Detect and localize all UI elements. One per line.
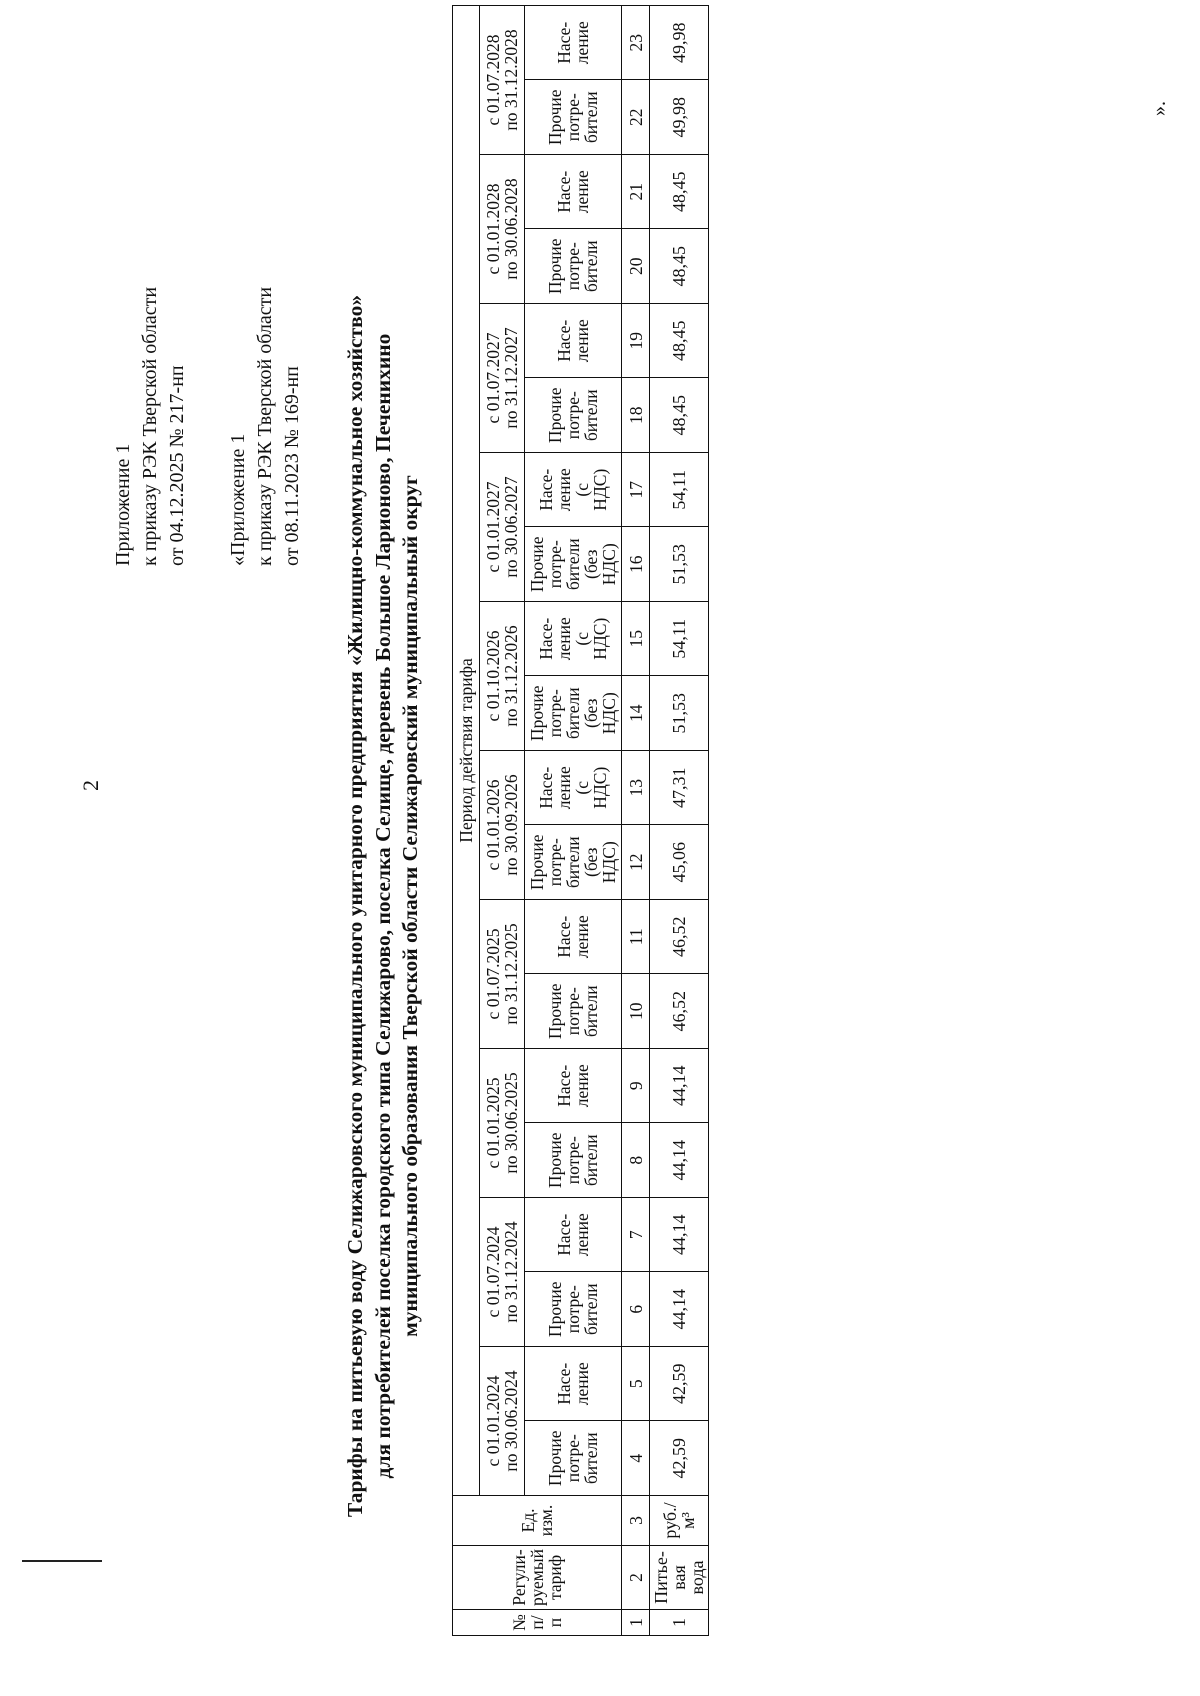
page-number: 2	[78, 780, 103, 791]
subheader-other-consumers: Прочие потре- бители	[525, 229, 622, 304]
tariff-value-cell: 44,14	[650, 1272, 709, 1347]
tariff-value-cell: 49,98	[650, 5, 709, 80]
column-number: 9	[622, 1049, 650, 1124]
column-number: 3	[622, 1496, 650, 1546]
tariff-value-cell: 44,14	[650, 1198, 709, 1273]
subheader-population: Насе- ление	[525, 304, 622, 379]
period-header: с 01.01.2025 по 30.06.2025	[480, 1049, 525, 1198]
column-number: 5	[622, 1347, 650, 1422]
tariff-value-cell: 42,59	[650, 1421, 709, 1496]
tariff-value-cell: 51,53	[650, 527, 709, 602]
row-tariff-name: Питье- вая вода	[650, 1546, 709, 1610]
column-number: 10	[622, 974, 650, 1049]
column-number: 19	[622, 304, 650, 379]
header-tariff: Регули- руемый тариф	[453, 1546, 622, 1610]
column-number: 17	[622, 453, 650, 528]
column-number: 12	[622, 825, 650, 900]
tariff-value-cell: 44,14	[650, 1049, 709, 1124]
title-line: Тарифы на питьевую воду Селижаровского муниципального унитарного предприятия «Жилищно-коммунальное хозяйство»	[343, 294, 367, 1518]
row-unit: руб./ м³	[650, 1496, 709, 1546]
tariff-value-cell: 51,53	[650, 676, 709, 751]
subheader-population: Насе- ление	[525, 155, 622, 230]
subheader-other-consumers: Прочие потре- бители	[525, 1421, 622, 1496]
appendix-line: Приложение 1	[112, 443, 134, 566]
subheader-population: Насе- ление	[525, 5, 622, 80]
column-number: 18	[622, 378, 650, 453]
tariff-value-cell: 47,31	[650, 751, 709, 826]
period-header: с 01.01.2024 по 30.06.2024	[480, 1347, 525, 1496]
column-number: 16	[622, 527, 650, 602]
period-header: с 01.01.2026 по 30.09.2026	[480, 751, 525, 900]
column-number: 13	[622, 751, 650, 826]
tariff-value-cell: 48,45	[650, 378, 709, 453]
column-number: 6	[622, 1272, 650, 1347]
appendix-line: от 08.11.2023 № 169-нп	[281, 366, 303, 566]
column-number: 23	[622, 5, 650, 80]
row-number: 1	[650, 1610, 709, 1636]
subheader-population: Насе- ление (с НДС)	[525, 751, 622, 826]
subheader-other-consumers: Прочие потре- бители	[525, 1272, 622, 1347]
column-number: 2	[622, 1546, 650, 1610]
appendix-line: от 04.12.2025 № 217-нп	[166, 365, 188, 566]
subheader-other-consumers: Прочие потре- бители (без НДС)	[525, 676, 622, 751]
tariff-value-cell: 45,06	[650, 825, 709, 900]
period-header: с 01.01.2028 по 30.06.2028	[480, 155, 525, 304]
column-number: 20	[622, 229, 650, 304]
column-number: 21	[622, 155, 650, 230]
column-number: 4	[622, 1421, 650, 1496]
appendix-line: «Приложение 1	[227, 433, 249, 566]
period-header: с 01.01.2027 по 30.06.2027	[480, 453, 525, 602]
tariff-table	[452, 5, 709, 1636]
subheader-other-consumers: Прочие потре- бители (без НДС)	[525, 527, 622, 602]
subheader-other-consumers: Прочие потре- бители (без НДС)	[525, 825, 622, 900]
subheader-population: Насе- ление	[525, 1347, 622, 1422]
tariff-value-cell: 54,11	[650, 453, 709, 528]
column-number: 7	[622, 1198, 650, 1273]
subheader-other-consumers: Прочие потре- бители	[525, 378, 622, 453]
subheader-population: Насе- ление	[525, 1198, 622, 1273]
tariff-value-cell: 44,14	[650, 1123, 709, 1198]
column-number: 15	[622, 602, 650, 677]
header-period: Период действия тарифа	[453, 5, 480, 1495]
subheader-population: Насе- ление (с НДС)	[525, 453, 622, 528]
appendix-line: к приказу РЭК Тверской области	[139, 286, 161, 566]
tariff-value-cell: 49,98	[650, 80, 709, 155]
tariff-value-cell: 48,45	[650, 155, 709, 230]
period-header: с 01.10.2026 по 31.12.2026	[480, 602, 525, 751]
tariff-value-cell: 48,45	[650, 304, 709, 379]
subheader-other-consumers: Прочие потре- бители	[525, 974, 622, 1049]
tariff-value-cell: 48,45	[650, 229, 709, 304]
appendix-line: к приказу РЭК Тверской области	[254, 286, 276, 566]
document-title	[342, 206, 425, 1606]
column-number: 8	[622, 1123, 650, 1198]
title-line: муниципального образования Тверской области Селижаровский муниципальный округ	[398, 475, 422, 1337]
period-header: с 01.07.2027 по 31.12.2027	[480, 304, 525, 453]
title-line: для потребителей поселка городского типа Селижарово, поселка Селище, деревень Большое Ларионово, Печенихино	[370, 333, 395, 1479]
subheader-other-consumers: Прочие потре- бители	[525, 80, 622, 155]
tariff-value-cell: 46,52	[650, 974, 709, 1049]
tariff-value-cell: 46,52	[650, 900, 709, 975]
tariff-value-cell: 54,11	[650, 602, 709, 677]
closing-mark: ».	[1148, 101, 1170, 116]
column-number: 14	[622, 676, 650, 751]
header-unit: Ед. изм.	[453, 1496, 622, 1546]
header-number: № п/ п	[453, 1610, 622, 1636]
column-number: 22	[622, 80, 650, 155]
period-header: с 01.07.2028 по 31.12.2028	[480, 5, 525, 154]
period-header: с 01.07.2024 по 31.12.2024	[480, 1198, 525, 1347]
subheader-population: Насе- ление	[525, 900, 622, 975]
subheader-population: Насе- ление	[525, 1049, 622, 1124]
subheader-population: Насе- ление (с НДС)	[525, 602, 622, 677]
column-number: 11	[622, 900, 650, 975]
period-header: с 01.07.2025 по 31.12.2025	[480, 900, 525, 1049]
column-number: 1	[622, 1610, 650, 1636]
table-row	[650, 5, 709, 1635]
appendix-header	[110, 146, 191, 566]
tariff-value-cell: 42,59	[650, 1347, 709, 1422]
previous-appendix-header	[225, 146, 306, 566]
subheader-other-consumers: Прочие потре- бители	[525, 1123, 622, 1198]
